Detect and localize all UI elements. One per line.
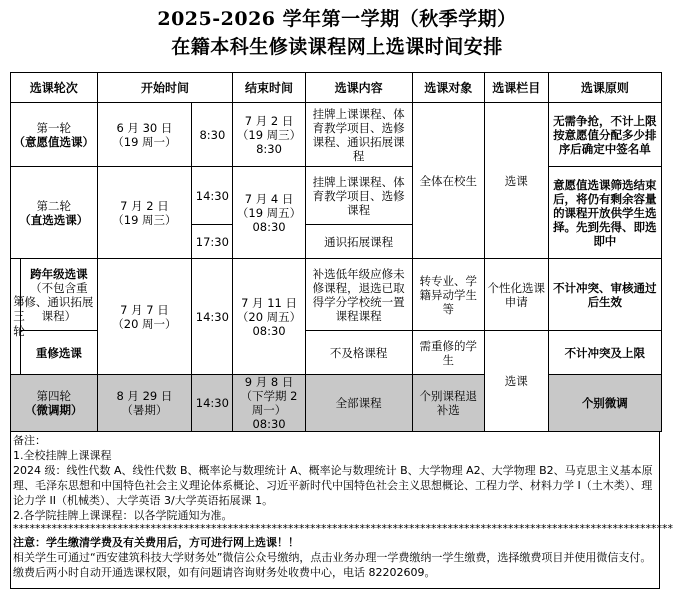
payment-instructions: 相关学生可通过“西安建筑科技大学财务处”微信公众号缴纳，点击业务办理一学费缴纳一学生缴费，选择缴费项目并使用微信支付。缴费后两小时自动开通选课权限，如有问题请咨询财务处收费中心，电话 82202609。 — [13, 551, 652, 579]
round2-end: 7 月 4 日 （19 周五） 08:30 — [233, 167, 305, 259]
round2-start-date: 7 月 2 日 （19 周三） — [97, 167, 192, 259]
round3-start-date: 7 月 7 日 （20 周一） — [97, 259, 192, 375]
header-column: 选课栏目 — [484, 73, 548, 103]
round2-start-time-a: 14:30 — [192, 167, 233, 225]
round2-content-b: 通识拓展课程 — [305, 225, 412, 259]
round3-end: 7 月 11 日 （20 周五） 08:30 — [233, 259, 305, 375]
round1-start-date: 6 月 30 日 （19 周一） — [97, 103, 192, 167]
round1-end: 7 月 2 日 （19 周三） 8:30 — [233, 103, 305, 167]
page-title: 2025-2026 学年第一学期（秋季学期） — [157, 8, 517, 30]
header-row — [11, 73, 662, 103]
round1-name: 第一轮 （意愿值选课） — [11, 103, 98, 167]
round1-rule: 无需争抢，不计上限按意愿值分配多少排序后确定中签名单 — [548, 103, 661, 167]
round3-retake-target: 需重修的学生 — [412, 331, 484, 375]
round3-start-time: 14:30 — [192, 259, 233, 375]
round3-retake-name: 重修选课 — [21, 331, 97, 375]
round3-cross-target: 转专业、学籍异动学生等 — [412, 259, 484, 331]
notes-head: 备注： — [13, 434, 46, 447]
target-all-students: 全体在校生 — [412, 103, 484, 259]
round3-label: 第三轮 — [11, 259, 21, 375]
payment-warning: 注意：学生缴清学费及有关费用后，方可进行网上选课！！ — [13, 536, 299, 549]
round2-content-a: 挂牌上课课程、体育教学项目、选修课程 — [305, 167, 412, 225]
page-subtitle: 在籍本科生修读课程网上选课时间安排 — [171, 36, 503, 58]
round3-cross-name: 跨年级选课 （不包含重修、通识拓展课程） — [21, 259, 97, 331]
header-start: 开始时间 — [97, 73, 233, 103]
header-rule: 选课原则 — [548, 73, 661, 103]
round2-start-time-b: 17:30 — [192, 225, 233, 259]
notes-section — [10, 431, 673, 589]
round1-content: 挂牌上课课程、体育教学项目、选修课程、通识拓展课程 — [305, 103, 412, 167]
round4-target: 个别课程退补选 — [412, 375, 484, 432]
notes-line3: 2.各学院挂牌上课课程：以各学院通知为准。 — [13, 509, 233, 522]
round2-name: 第二轮 （直选选课） — [11, 167, 98, 259]
divider-stars: ************************************************************************************************************************ — [13, 522, 673, 535]
round3-cross-rule: 不计冲突、审核通过后生效 — [548, 259, 661, 331]
header-content: 选课内容 — [305, 73, 412, 103]
table-row-round1 — [11, 103, 662, 167]
round2-rule: 意愿值选课筛选结束后，将仍有剩余容量的课程开放供学生选择。先到先得、即选即中 — [548, 167, 661, 259]
round4-content: 全部课程 — [305, 375, 412, 432]
notes-line2: 2024 级：线性代数 A、线性代数 B、概率论与数理统计 A、概率论与数理统计 B、大学物理 A2、大学物理 B2、马克思主义基本原理、毛泽东思想和中国特色社会主义理论体系概论、习近平新时代中国特色社会主义思想概论、工程力学、材料力学 I（土木类）、理论力学 II（机械类）、大学英语 3/大学英语拓展课 1。 — [13, 464, 653, 507]
column-select: 选课 — [484, 103, 548, 259]
round1-start-time: 8:30 — [192, 103, 233, 167]
header-target: 选课对象 — [412, 73, 484, 103]
round3-retake-content: 不及格课程 — [305, 331, 412, 375]
schedule-table — [10, 72, 662, 432]
round4-rule: 个别微调 — [548, 375, 661, 432]
round4-start-date: 8 月 29 日 （暑期） — [97, 375, 192, 432]
round3-cross-column: 个性化选课申请 — [484, 259, 548, 331]
header-round: 选课轮次 — [11, 73, 98, 103]
round4-name: 第四轮 （微调期） — [11, 375, 98, 432]
round3-retake-rule: 不计冲突及上限 — [548, 331, 661, 375]
table-row-round2a — [11, 167, 662, 225]
table-row-round3-cross — [11, 259, 662, 331]
round4-start-time: 14:30 — [192, 375, 233, 432]
header-end: 结束时间 — [233, 73, 305, 103]
notes-line1: 1.全校挂牌上课课程 — [13, 449, 112, 462]
column-select-2: 选课 — [484, 331, 548, 432]
round3-cross-content: 补选低年级应修未修课程，退选已取得学分学校统一置课程课程 — [305, 259, 412, 331]
table-row-round4 — [11, 375, 662, 432]
round4-end: 9 月 8 日 （下学期 2 周一） 08:30 — [233, 375, 305, 432]
